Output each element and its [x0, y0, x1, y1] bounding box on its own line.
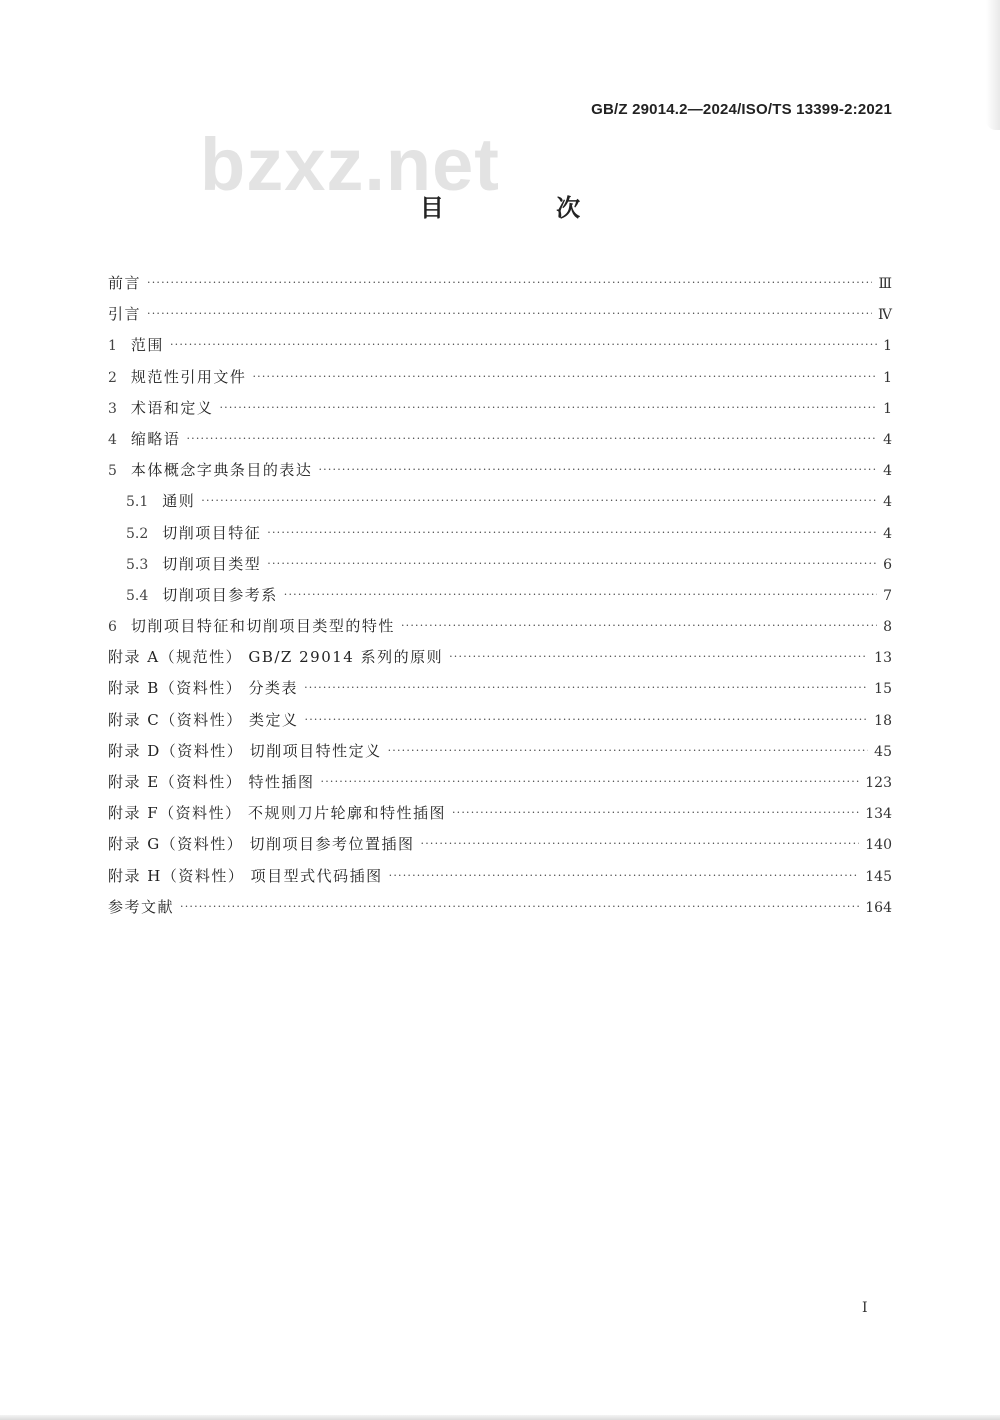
- toc-entry-label: 规范性引用文件: [130, 367, 247, 386]
- page-number: I: [862, 1300, 868, 1316]
- toc-leader-dots: [284, 584, 877, 606]
- toc-leader-dots: [388, 740, 869, 762]
- toc-entry-label: 前言: [108, 274, 142, 292]
- toc-entry[interactable]: [108, 490, 892, 521]
- toc-entry-page: Ⅳ: [878, 307, 892, 324]
- toc-leader-dots: [180, 896, 859, 918]
- toc-entry-page: 4: [883, 431, 892, 448]
- toc-entry-label: 附录 E（资料性） 特性插图: [108, 773, 315, 791]
- toc-entry-label: 切削项目参考系: [162, 585, 278, 604]
- toc-entry-number: 4: [108, 431, 117, 448]
- toc-entry-page: Ⅲ: [878, 276, 892, 292]
- toc-entry[interactable]: [108, 865, 892, 896]
- toc-entry-page: 45: [874, 743, 892, 760]
- toc-entry-label: 通则: [162, 492, 196, 511]
- toc-entry-number: 5: [108, 463, 117, 480]
- toc-entry-number: 2: [108, 369, 117, 386]
- toc-leader-dots: [267, 553, 877, 575]
- table-of-contents: [108, 272, 892, 927]
- toc-leader-dots: [452, 802, 859, 824]
- toc-entry-label: 附录 C（资料性） 类定义: [108, 710, 299, 729]
- toc-entry-page: 15: [874, 681, 892, 698]
- toc-leader-dots: [305, 709, 869, 731]
- toc-entry[interactable]: [108, 522, 892, 553]
- toc-entry[interactable]: [108, 677, 892, 708]
- toc-entry-page: 1: [883, 400, 892, 417]
- toc-entry-label: 缩略语: [130, 429, 181, 448]
- toc-entry-number: 5.2: [126, 525, 149, 542]
- toc-entry-number: 5.3: [126, 556, 149, 573]
- toc-entry-page: 140: [865, 837, 892, 854]
- toc-entry-number: 5.1: [126, 494, 149, 511]
- toc-entry-label: 范围: [130, 336, 164, 355]
- toc-entry-page: 134: [865, 806, 892, 823]
- toc-entry-page: 4: [883, 494, 892, 511]
- toc-entry[interactable]: [108, 709, 892, 740]
- toc-entry-label: 参考文献: [108, 897, 175, 916]
- toc-entry[interactable]: [108, 584, 892, 615]
- toc-leader-dots: [304, 677, 868, 699]
- toc-entry-label: 附录 D（资料性） 切削项目特性定义: [108, 741, 382, 760]
- toc-leader-dots: [449, 646, 868, 668]
- toc-entry[interactable]: [108, 833, 892, 864]
- toc-entry-number: 3: [108, 400, 117, 417]
- toc-entry-page: 4: [883, 463, 892, 480]
- toc-leader-dots: [318, 459, 877, 481]
- toc-entry-page: 164: [865, 899, 892, 916]
- toc-entry[interactable]: [108, 646, 892, 677]
- toc-entry[interactable]: [108, 802, 892, 833]
- toc-entry-label: 切削项目特征和切削项目类型的特性: [130, 617, 395, 636]
- toc-leader-dots: [421, 833, 860, 855]
- toc-entry-number: 5.4: [126, 587, 149, 604]
- page-edge-shadow: [986, 0, 1000, 130]
- toc-entry-page: 13: [874, 650, 892, 667]
- toc-entry-label: 附录 H（资料性） 项目型式代码插图: [108, 866, 383, 885]
- toc-entry[interactable]: [108, 272, 892, 303]
- toc-entry-page: 4: [883, 525, 892, 542]
- toc-entry-page: 123: [865, 775, 892, 791]
- toc-entry[interactable]: [108, 303, 892, 334]
- toc-entry-label: 术语和定义: [130, 398, 214, 417]
- toc-entry[interactable]: [108, 740, 892, 771]
- toc-entry[interactable]: [108, 334, 892, 365]
- toc-entry-label: 附录 G（资料性） 切削项目参考位置插图: [108, 835, 415, 854]
- toc-entry-page: 7: [883, 587, 892, 604]
- toc-entry-page: 6: [883, 556, 892, 573]
- toc-entry-number: 1: [108, 338, 117, 355]
- toc-entry-label: 附录 F（资料性） 不规则刀片轮廓和特性插图: [108, 804, 446, 823]
- toc-leader-dots: [219, 397, 877, 419]
- toc-leader-dots: [252, 366, 877, 388]
- toc-leader-dots: [321, 771, 860, 793]
- toc-entry-page: 8: [883, 619, 892, 636]
- toc-entry[interactable]: [108, 428, 892, 459]
- toc-entry-label: 切削项目特征: [162, 523, 262, 542]
- toc-leader-dots: [201, 490, 877, 512]
- toc-entry[interactable]: [108, 397, 892, 428]
- toc-entry-label: 引言: [108, 305, 142, 324]
- toc-leader-dots: [147, 272, 872, 294]
- toc-leader-dots: [401, 615, 877, 637]
- toc-leader-dots: [147, 303, 872, 325]
- toc-entry-number: 6: [108, 619, 117, 636]
- toc-entry-label: 切削项目类型: [162, 554, 262, 573]
- toc-leader-dots: [170, 334, 877, 356]
- toc-leader-dots: [389, 865, 860, 887]
- toc-entry[interactable]: [108, 553, 892, 584]
- toc-entry-label: 本体概念字典条目的表达: [130, 461, 313, 480]
- toc-entry-page: 1: [883, 369, 892, 386]
- toc-title: 目 次: [419, 194, 633, 222]
- toc-entry[interactable]: [108, 771, 892, 802]
- toc-entry[interactable]: [108, 615, 892, 646]
- toc-entry-page: 18: [874, 712, 892, 729]
- watermark: bzxz.net: [200, 123, 500, 206]
- toc-entry[interactable]: [108, 459, 892, 490]
- standard-code-header: GB/Z 29014.2—2024/ISO/TS 13399-2:2021: [591, 101, 892, 118]
- toc-leader-dots: [186, 428, 877, 450]
- toc-leader-dots: [267, 522, 877, 544]
- toc-entry-page: 1: [883, 338, 892, 355]
- toc-entry-label: 附录 A（规范性） GB/Z 29014 系列的原则: [108, 648, 444, 667]
- toc-entry-page: 145: [865, 868, 892, 885]
- toc-entry-label: 附录 B（资料性） 分类表: [108, 679, 299, 698]
- toc-entry[interactable]: [108, 366, 892, 397]
- page-bottom-edge: [0, 1415, 1000, 1420]
- toc-entry[interactable]: [108, 896, 892, 927]
